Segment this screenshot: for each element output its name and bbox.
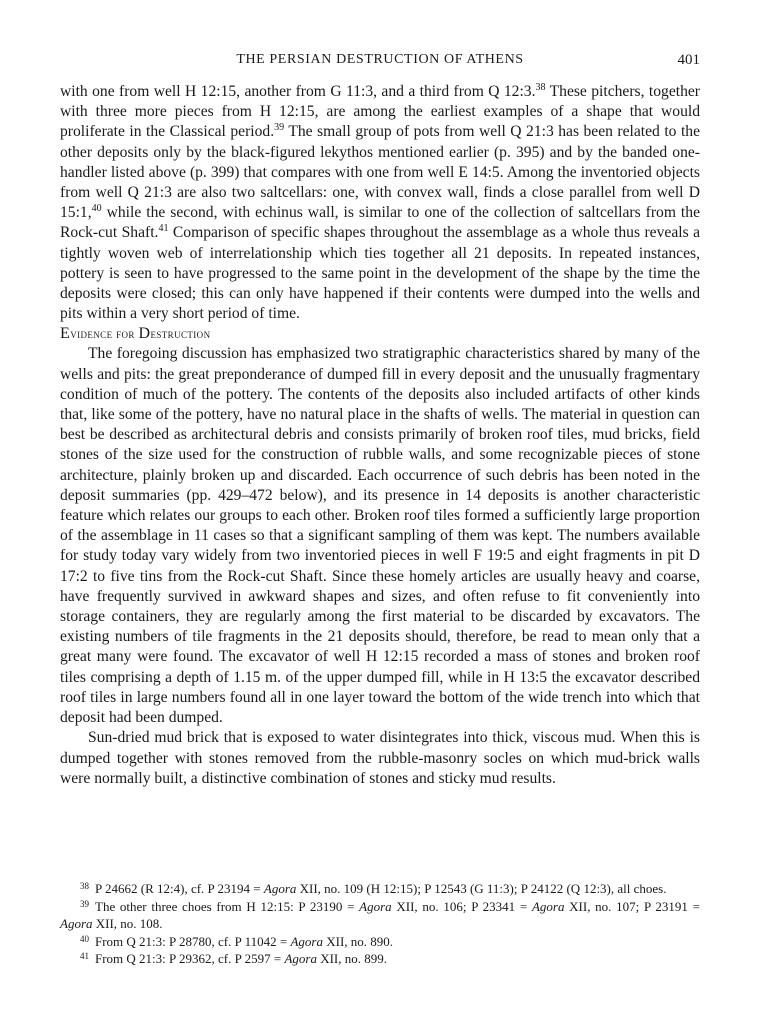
running-head — [60, 52, 700, 74]
footnote-number: 41 — [80, 951, 89, 961]
footnote-39 — [60, 898, 700, 933]
footnote-text: XII, no. 899. — [316, 951, 388, 966]
footnote-number: 40 — [80, 933, 89, 944]
page-number: 401 — [677, 52, 700, 68]
footnote-number: 38 — [80, 881, 89, 891]
footnote-40 — [60, 933, 700, 951]
footnote-text: XII, no. 890. — [322, 933, 394, 949]
footnote-text: From Q 21:3: P 29362, cf. P 2597 = — [95, 951, 285, 966]
text-run: These pitchers, together with three more pieces from H 12:15, are among the earliest examples of a shape that would proliferate in the Classical period. — [60, 83, 700, 141]
text-run: while the second, with echinus wall, is similar to one of the collection of saltcellars from the Rock-cut Shaft. — [60, 204, 700, 242]
footnote-ref-38: 38 — [535, 82, 546, 93]
heading-initial: D — [138, 325, 151, 343]
footnote-text: XII, no. 106; P 23341 = — [391, 898, 532, 914]
footnote-text: XII, no. 109 (H 12:15); P 12543 (G 11:3); P 24122 (Q 12:3), all choes. — [296, 881, 667, 896]
footnote-number: 39 — [80, 898, 89, 909]
footnote-italic: Agora — [284, 951, 317, 966]
text-run: The small group of pots from well Q 21:3 has been related to the other deposits only by the black-figured lekythos mentioned earlier (p. 395) and by the banded one-handler listed above (p. 399) that compares with one from well E 14:5. Among the inventoried objects from well Q 21:3 are also two saltcellars: one, with convex wall, finds a close parallel from well D 15:1, — [60, 123, 701, 222]
footnote-italic: Agora — [531, 898, 565, 914]
footnote-41 — [60, 950, 700, 968]
footnote-italic: Agora — [263, 881, 297, 896]
footnotes — [60, 880, 700, 968]
paragraph-evidence: The foregoing discussion has emphasized two stratigraphic characteristics shared by many of the wells and pits: the great preponderance of dumped fill in every deposit and the unusually fragmentary condition of much of the pottery. The contents of the deposits also included artifacts of other kinds that, like some of the pottery, have no natural place in the shafts of wells. The material in question can best be described as architectural debris and consists primarily of broken roof tiles, mud bricks, field stones of the size used for the construction of rubble walls, and some recognizable pieces of stone architecture, plainly broken up and discarded. Each occurrence of such debris has been noted in the deposit summaries (pp. 429–472 below), and its presence in 14 deposits is another characteristic feature which relates our groups to each other. Broken roof tiles formed a sufficiently large proportion of the assemblage in 11 cases so that a significant sampling of them was kept. The numbers available for study today vary widely from two inventoried pieces in well F 19:5 and eight fragments in pit D 17:2 to five tins from the Rock-cut Shaft. Since these homely articles are usually heavy and coarse, have frequently survived in awkward shapes and sizes, and often refuse to fit conveniently into storage containers, they are regularly among the first material to be discarded by excavators. The existing numbers of tile fragments in the 21 deposits should, therefore, be read to mean only that a great many were found. The excavator of well H 12:15 recorded a mass of stones and broken roof tiles comprising a depth of 1.15 m. of the upper dumped fill, while in H 13:5 the excavator described roof tiles in large numbers found all in one layer toward the bottom of the wide trench into which that deposit had been dumped. — [60, 345, 700, 727]
running-head-title: THE PERSIAN DESTRUCTION OF ATHENS — [236, 52, 524, 67]
body-text — [60, 82, 700, 789]
footnote-italic: Agora — [60, 916, 93, 931]
paragraph-mud-brick: Sun-dried mud brick that is exposed to water disintegrates into thick, viscous mud. When this is dumped together with stones removed from the rubble-masonry socles on which mud-brick walls were normally built, a distinctive combination of stones and sticky mud results. — [60, 729, 700, 787]
text-run: with one from well H 12:15, another from G 11:3, and a third from Q 12:3. — [60, 83, 536, 100]
footnote-38 — [60, 880, 700, 898]
text-run: Comparison of specific shapes throughout the assemblage as a whole thus reveals a tightly woven web of interrelationship which ties together all 21 deposits. In repeated instances, pottery is seen to have progressed to the same point in the development of the shape by the time the deposits were closed; this can only have happened if their contents were dumped into the wells and pits within a very short period of time. — [60, 224, 701, 323]
footnote-text: The other three choes from H 12:15: P 23190 = — [95, 898, 360, 914]
footnote-italic: Agora — [359, 898, 392, 914]
footnote-text: P 24662 (R 12:4), cf. P 23194 = — [95, 881, 264, 896]
footnote-italic: Agora — [290, 933, 323, 949]
footnote-ref-40: 40 — [91, 203, 102, 215]
section-heading — [60, 324, 700, 344]
footnote-text: From Q 21:3: P 28780, cf. P 11042 = — [95, 933, 291, 949]
footnote-text: XII, no. 108. — [92, 916, 163, 931]
heading-text: estruction — [150, 326, 211, 342]
footnote-text: XII, no. 107; P 23191 = — [564, 898, 700, 914]
paragraph-continuation — [60, 82, 700, 324]
heading-text: vidence for — [70, 326, 139, 342]
footnote-ref-41: 41 — [158, 223, 169, 235]
footnote-ref-39: 39 — [274, 122, 285, 134]
heading-initial: E — [60, 325, 71, 343]
